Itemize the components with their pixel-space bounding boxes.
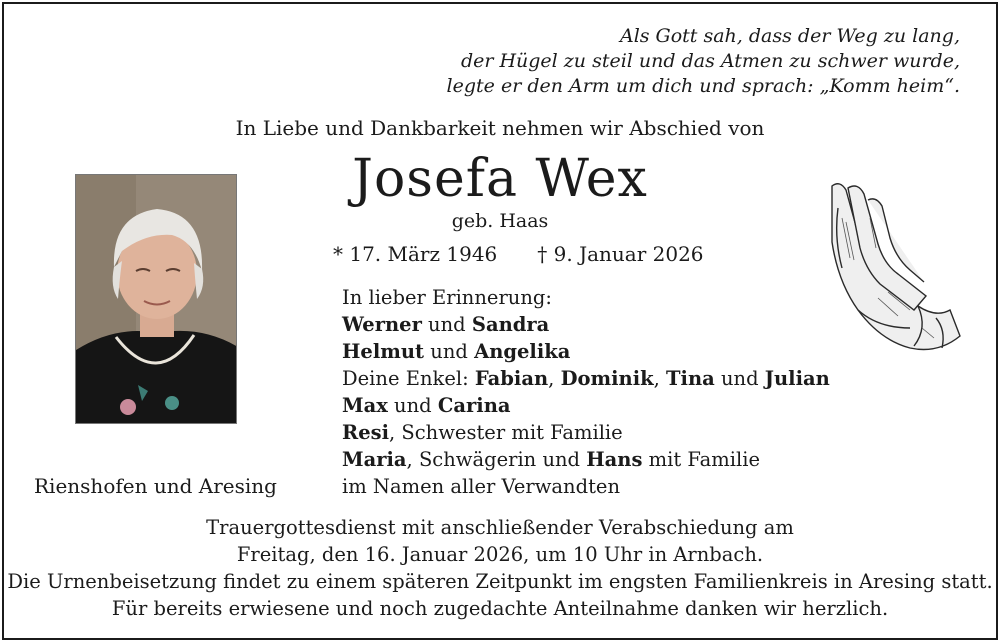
mourner-name: Carina	[437, 394, 511, 417]
mourner-line	[342, 338, 830, 365]
mourner-text: und	[421, 313, 472, 336]
mourner-text: und	[714, 367, 765, 390]
poem	[340, 24, 960, 99]
mourner-text: und	[387, 394, 438, 417]
mourner-line	[342, 392, 830, 419]
mourners-heading: In lieber Erinnerung:	[342, 286, 552, 309]
mourner-name: Maria	[342, 448, 407, 471]
poem-line: der Hügel zu steil und das Atmen zu schwer wurde,	[460, 50, 960, 72]
maiden-name: geb. Haas	[451, 210, 549, 232]
poem-line: Als Gott sah, dass der Weg zu lang,	[619, 25, 960, 47]
mourner-name: Helmut	[342, 340, 425, 363]
life-dates	[333, 242, 704, 266]
mourner-text: Deine Enkel:	[342, 367, 475, 390]
mourner-name: Angelika	[474, 340, 571, 363]
mourner-name: Max	[342, 394, 388, 417]
mourner-name: Dominik	[560, 367, 654, 390]
mourner-name: Resi	[342, 421, 389, 444]
mourner-name: Fabian	[474, 367, 549, 390]
mourner-name: Julian	[764, 367, 830, 390]
mourner-line	[342, 446, 830, 473]
place-text: Rienshofen und Aresing	[34, 474, 277, 498]
mourner-text: mit Familie	[642, 448, 761, 471]
service-line: Trauergottesdienst mit anschließender Verabschiedung am	[206, 516, 794, 539]
praying-hands-icon	[818, 178, 966, 366]
intro-text: In Liebe und Dankbarkeit nehmen wir Abschied von	[235, 116, 765, 140]
mourner-name: Hans	[586, 448, 643, 471]
mourner-name: Tina	[666, 367, 715, 390]
mourner-text: im Namen aller Verwandten	[342, 475, 621, 498]
mourners-list	[342, 284, 830, 500]
poem-line: legte er den Arm um dich und sprach: „Komm heim“.	[446, 75, 960, 97]
mourner-text: , Schwester mit Familie	[389, 421, 623, 444]
mourner-text: ,	[653, 367, 667, 390]
mourner-line	[342, 419, 830, 446]
deceased-name: Josefa Wex	[352, 149, 648, 209]
mourner-text: , Schwägerin und	[406, 448, 587, 471]
mourner-line	[342, 311, 830, 338]
mourner-line	[342, 365, 830, 392]
mourner-name: Werner	[342, 313, 422, 336]
birth-date: * 17. März 1946	[333, 242, 498, 266]
portrait-photo	[75, 174, 237, 424]
mourner-text: ,	[548, 367, 561, 390]
mourner-text: und	[424, 340, 475, 363]
death-date: † 9. Januar 2026	[537, 242, 704, 266]
service-line: Freitag, den 16. Januar 2026, um 10 Uhr in Arnbach.	[236, 543, 764, 566]
mourner-line	[342, 473, 830, 500]
service-line: Die Urnenbeisetzung findet zu einem späteren Zeitpunkt im engsten Familienkreis in Aresing statt.	[7, 570, 993, 593]
service-line: Für bereits erwiesene und noch zugedachte Anteilnahme danken wir herzlich.	[111, 597, 889, 620]
mourner-name: Sandra	[471, 313, 550, 336]
service-info	[0, 514, 1000, 622]
